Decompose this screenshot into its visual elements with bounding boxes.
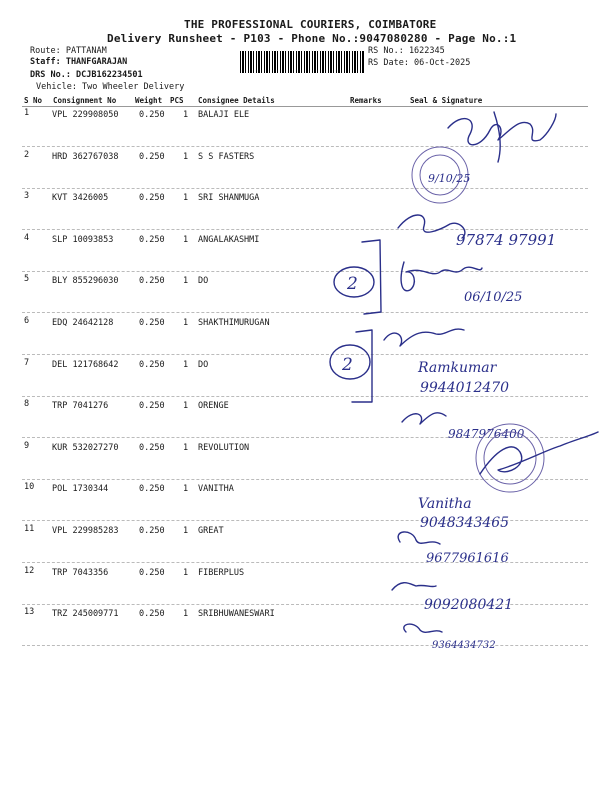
signature-row8 [402,413,446,424]
row-weight: 0.250 [139,193,165,204]
row-pcs: 1 [183,442,189,453]
row-pcs: 1 [183,359,189,370]
row-consignee: SHAKTHIMURUGAN [198,318,270,328]
row-pcs: 1 [183,193,189,204]
signature-row6 [384,329,464,346]
row-weight: 0.250 [139,110,165,120]
row-pcs: 1 [183,609,189,620]
row-weight: 0.250 [139,484,165,495]
row-consignee: BALAJI ELE [198,110,250,120]
row-sno: 6 [24,316,30,326]
row-consignee: SRIBHUWANESWARI [198,609,275,620]
row-pcs: 1 [183,234,189,245]
signature-row1 [448,112,556,162]
row-sno: 11 [24,524,35,534]
phone-row12: 9092080421 [424,597,514,613]
col-consignee: Consignee Details [198,96,275,105]
row-consignee: VANITHA [198,484,234,495]
row-consignment-no: DEL 121768642 [52,359,119,370]
row-consignment-no: HRD 362767038 [52,151,119,162]
row-consignment-no: VPL 229908050 [52,110,119,120]
row-consignment-no: SLP 10093853 [52,234,114,245]
row-consignee: ORENGE [198,401,229,412]
row-weight: 0.250 [139,318,165,328]
row-consignee: DO [198,359,209,370]
company-title: THE PROFESSIONAL COURIERS, COIMBATORE [184,18,437,31]
signature-row4 [398,215,465,238]
row-weight: 0.250 [139,359,165,370]
col-consignment: Consignment No [53,96,117,105]
staff-label: Staff: THANFGARAJAN [30,57,128,67]
row-sno: 12 [24,565,35,576]
route-label: Route: PATTANAM [30,46,107,56]
row-sno: 4 [24,232,30,243]
row-weight: 0.250 [139,234,165,245]
row-sno: 8 [24,399,30,410]
row-consignee: FIBERPLUS [198,567,245,578]
row-pcs: 1 [183,567,189,578]
row-sno: 10 [24,482,35,493]
row-sno: 13 [24,607,35,618]
row-consignment-no: TRZ 245009771 [52,609,119,620]
row-sno: 3 [24,191,30,202]
circle-b-number: 2 [342,355,353,375]
row-pcs: 1 [183,276,189,287]
vehicle-label: Vehicle: Two Wheeler Delivery [36,82,185,92]
signature-row13 [404,624,442,632]
row-consignment-no: VPL 229985283 [52,526,119,536]
bracket-a [362,240,381,314]
row-consignment-no: TRP 7041276 [52,401,109,412]
row-consignee: GREAT [198,526,224,536]
row-consignee: DO [198,276,209,287]
phone-row8: 9847976400 [448,427,525,441]
col-remarks: Remarks [350,96,382,105]
row-weight: 0.250 [139,526,165,536]
row-consignment-no: TRP 7043356 [52,567,109,578]
row-pcs: 1 [183,401,189,412]
row-consignment-no: EDQ 24642128 [52,318,114,328]
name-row10: Vanitha [418,496,472,512]
row-sno: 9 [24,440,30,451]
col-sno: S No [24,96,43,105]
row-sno: 1 [24,108,30,118]
row-weight: 0.250 [139,276,165,287]
row-consignee: ANGALAKASHMI [198,234,260,245]
row-pcs: 1 [183,151,189,162]
circle-a-number: 2 [347,274,358,294]
row-pcs: 1 [183,110,189,120]
rs-number: RS No.: 1622345 [368,46,445,56]
row-weight: 0.250 [139,401,165,412]
drs-label: DRS No.: DCJB162234501 [30,70,143,80]
col-weight: Weight [135,96,163,105]
phone-row4: 97874 97991 [456,231,557,249]
row-weight: 0.250 [139,151,165,162]
row-consignee: SRI SHANMUGA [198,193,260,204]
phone-row10: 9048343465 [420,515,510,531]
runsheet-subtitle: Delivery Runsheet - P103 - Phone No.:9047080280 - Page No.:1 [107,32,517,45]
name-row7: Ramkumar [418,360,497,376]
phone-row13: 9364434732 [432,640,496,651]
signature-row11 [398,532,440,544]
row-consignee: S S FASTERS [198,151,255,162]
row-sno: 2 [24,149,30,160]
row-weight: 0.250 [139,609,165,620]
date-row2: 9/10/25 [428,172,471,185]
row-consignment-no: KVT 3426005 [52,193,109,204]
signature-row5 [401,262,482,291]
row-pcs: 1 [183,526,189,536]
row-weight: 0.250 [139,442,165,453]
row-pcs: 1 [183,318,189,328]
row-sno: 5 [24,274,30,285]
row-weight: 0.250 [139,567,165,578]
signature-row12 [392,583,436,590]
rs-date: RS Date: 06-Oct-2025 [368,58,471,68]
date-row5: 06/10/25 [464,290,523,305]
phone-row11: 9677961616 [426,551,509,566]
row-consignment-no: BLY 855296030 [52,276,119,287]
row-consignment-no: KUR 532027270 [52,442,119,453]
row-sno: 7 [24,357,30,368]
row-consignment-no: POL 1730344 [52,484,109,495]
phone-row7: 9944012470 [420,380,510,396]
col-seal-signature: Seal & Signature [410,96,483,105]
col-pcs: PCS [170,96,184,105]
row-consignee: REVOLUTION [198,442,250,453]
row-pcs: 1 [183,484,189,495]
